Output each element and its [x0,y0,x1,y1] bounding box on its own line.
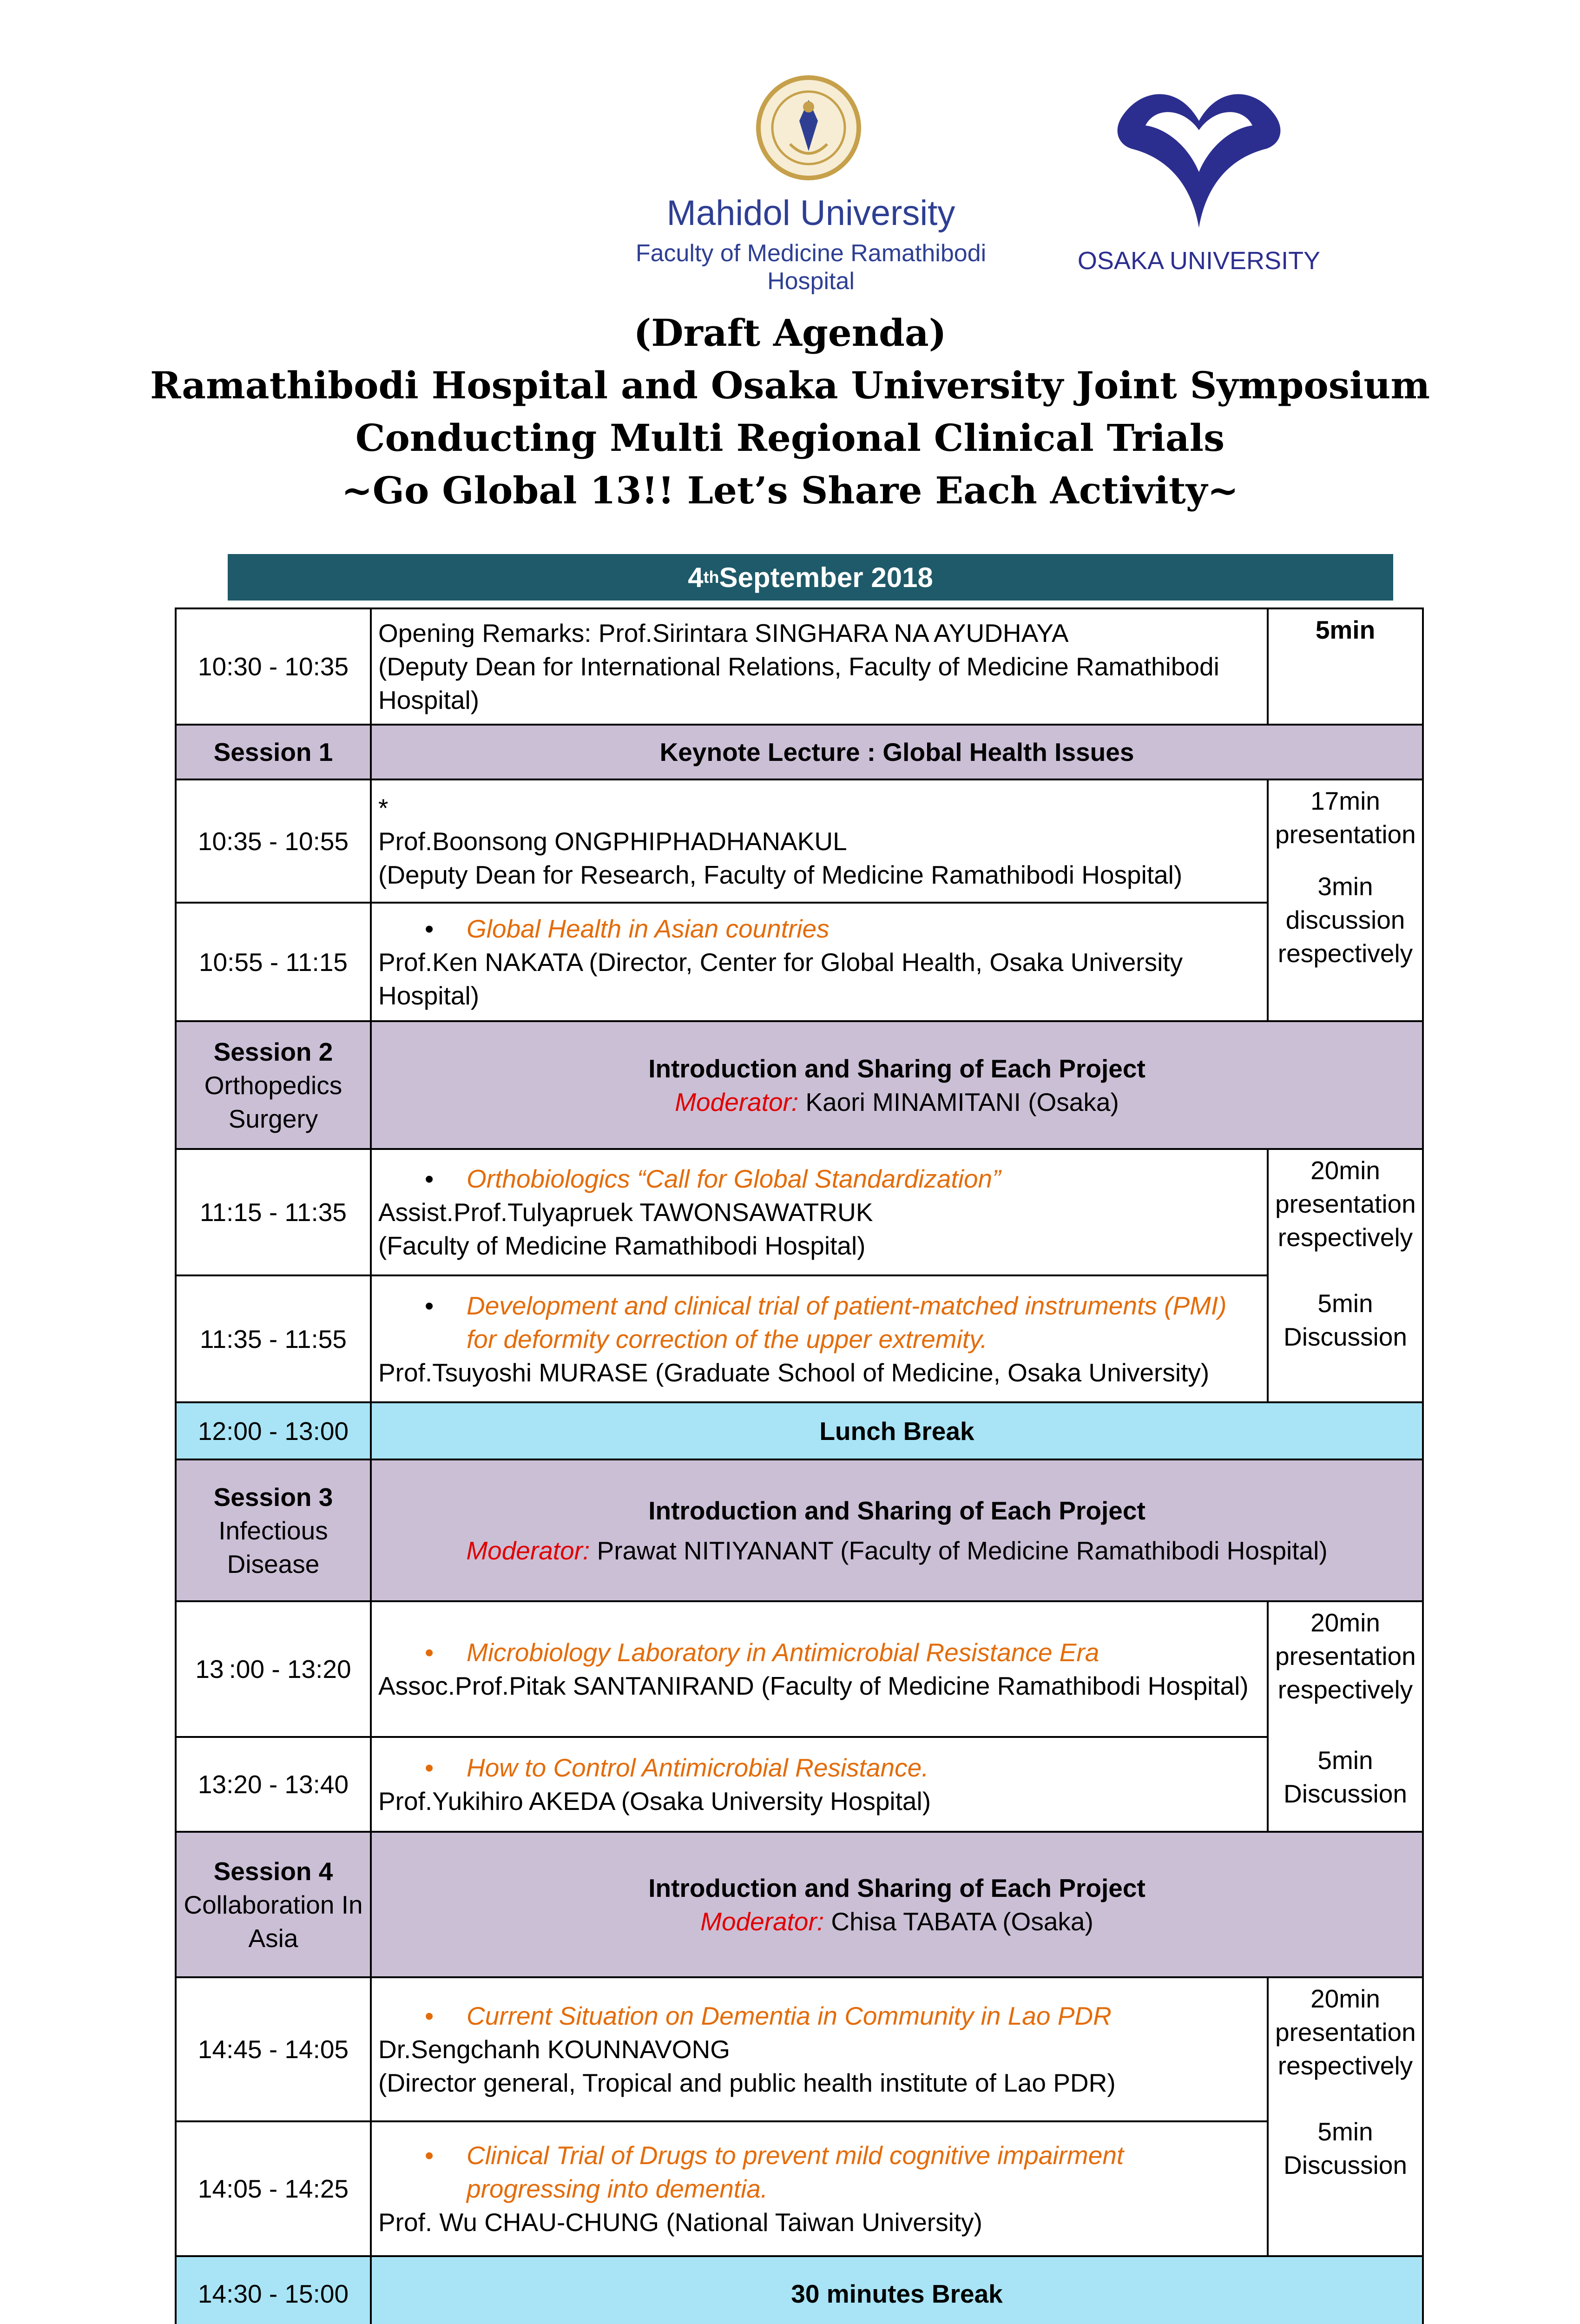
date-bar [228,554,1393,601]
title-symposium: Ramathibodi Hospital and Osaka University Joint Symposium [150,363,1430,407]
speaker-affiliation: (Faculty of Medicine Ramathibodi Hospital) [378,1231,866,1260]
speaker-name: Assoc.Prof.Pitak SANTANIRAND (Faculty of Medicine Ramathibodi Hospital) [378,1671,1249,1700]
talk-cell [371,1977,1268,2121]
time-cell: 10:35 - 10:55 [176,779,371,903]
duration-cell [1268,1149,1423,1402]
header-logos [0,0,1580,302]
moderator-label: Moderator: [466,1536,590,1565]
table-row [176,1601,1423,1737]
talk-topic: • Microbiology Laboratory in Antimicrobial Resistance Era [425,1638,1099,1667]
mahidol-name: Mahidol University [666,193,955,233]
table-row [176,903,1423,1021]
talk-topic: • Development and clinical trial of patient-matched instruments (PMI) for deformity correction of the upper extremity. [425,1291,1227,1353]
talk-topic: • Current Situation on Dementia in Community in Lao PDR [425,2001,1112,2030]
osaka-logo [1069,79,1329,288]
session4-label: Session 4 [213,1856,333,1886]
lunch-label: Lunch Break [371,1402,1423,1459]
duration-presentation: 20min presentation respectively [1275,1608,1416,1704]
table-row [176,1737,1423,1832]
duration-presentation: 17min presentation [1275,786,1416,849]
duration-cell [1268,779,1423,1021]
moderator-name: Kaori MINAMITANI (Osaka) [798,1087,1119,1116]
session3-label: Session 3 [213,1482,333,1512]
speaker-name: Assist.Prof.Tulyapruek TAWONSAWATRUK [378,1198,873,1227]
talk-cell [371,2121,1268,2256]
speaker-name: Prof. Wu CHAU-CHUNG (National Taiwan University) [378,2208,982,2237]
duration-cell: 5min [1268,608,1423,725]
agenda-titles [0,307,1580,517]
table-row [176,1977,1423,2121]
speaker-name: Prof.Yukihiro AKEDA (Osaka University Hospital) [378,1787,931,1816]
table-row-session-header [176,1832,1423,1977]
session2-title: Introduction and Sharing of Each Project [648,1054,1146,1083]
mahidol-subtitle: Faculty of Medicine Ramathibodi Hospital [635,240,987,295]
talk-cell [371,1149,1268,1275]
table-row [176,1149,1423,1275]
osaka-name: OSAKA UNIVERSITY [1077,247,1321,275]
session2-label: Session 2 [213,1037,333,1066]
title-theme: Conducting Multi Regional Clinical Trials [355,416,1225,460]
table-row [176,2121,1423,2256]
speaker-affiliation: (Director general, Tropical and public health institute of Lao PDR) [378,2068,1116,2097]
speaker-affiliation: (Deputy Dean for Research, Faculty of Medicine Ramathibodi Hospital) [378,860,1183,889]
talk-topic: • How to Control Antimicrobial Resistance. [425,1753,929,1782]
session2-label-cell [176,1021,371,1149]
session3-title: Introduction and Sharing of Each Project [648,1496,1146,1525]
session3-sub: Infectious Disease [218,1516,328,1578]
session3-title-cell [371,1459,1423,1601]
session1-title: Keynote Lecture : Global Health Issues [371,725,1423,779]
session4-label-cell [176,1832,371,1977]
session4-sub: Collaboration In Asia [184,1890,363,1953]
speaker-name: Dr.Sengchanh KOUNNAVONG [378,2035,731,2064]
time-cell: 13 :00 - 13:20 [176,1601,371,1737]
opening-title: Opening Remarks: Prof.Sirintara SINGHARA NA AYUDHAYA [378,619,1069,647]
talk-cell [371,779,1268,903]
table-row-opening [176,608,1423,725]
session2-sub: Orthopedics Surgery [204,1070,342,1133]
osaka-ginkgo-icon [1113,79,1285,232]
moderator-label: Moderator: [675,1087,799,1116]
mahidol-seal-icon [755,74,862,181]
table-row-break [176,2256,1423,2324]
moderator-name: Chisa TABATA (Osaka) [824,1907,1093,1936]
session2-title-cell [371,1021,1423,1149]
talk-topic: • Global Health in Asian countries [425,914,830,943]
time-cell: 11:35 - 11:55 [176,1275,371,1402]
date-day: 4 [688,561,704,593]
session3-label-cell [176,1459,371,1601]
table-row-session-header [176,1021,1423,1149]
table-row [176,779,1423,903]
time-cell: 12:00 - 13:00 [176,1402,371,1459]
talk-cell [371,903,1268,1021]
duration-discussion: 5min Discussion [1284,1289,1407,1351]
time-cell: 11:15 - 11:35 [176,1149,371,1275]
duration-discussion: 5min Discussion [1284,2117,1407,2179]
duration-discussion: 3min discussion respectively [1277,872,1413,968]
talk-cell [371,1737,1268,1832]
duration-cell [1268,1977,1423,2256]
date-rest: September 2018 [719,561,933,593]
table-row [176,1275,1423,1402]
title-slogan: ~Go Global 13!! Let’s Share Each Activity~ [341,469,1239,512]
title-draft: (Draft Agenda) [633,311,947,355]
time-cell: 10:55 - 11:15 [176,903,371,1021]
session4-title: Introduction and Sharing of Each Project [648,1873,1146,1902]
time-cell: 13:20 - 13:40 [176,1737,371,1832]
session1-label: Session 1 [176,725,371,779]
duration-presentation: 20min presentation respectively [1275,1984,1416,2080]
time-cell: 14:05 - 14:25 [176,2121,371,2256]
speaker-name: Prof.Boonsong ONGPHIPHADHANAKUL [378,826,847,856]
speaker-name: Prof.Tsuyoshi MURASE (Graduate School of Medicine, Osaka University) [378,1358,1210,1387]
talk-topic: • Clinical Trial of Drugs to prevent mild cognitive impairment progressing into dementia. [425,2141,1124,2203]
agenda-table [175,607,1424,2324]
table-row-session-header [176,725,1423,779]
duration-discussion: 5min Discussion [1284,1746,1407,1808]
table-row-break [176,1402,1423,1459]
time-cell: 14:30 - 15:00 [176,2256,371,2324]
session4-title-cell [371,1832,1423,1977]
talk-cell [371,1601,1268,1737]
duration-cell [1268,1601,1423,1832]
duration-presentation: 20min presentation respectively [1275,1156,1416,1252]
speaker-name: Prof.Ken NAKATA (Director, Center for Global Health, Osaka University Hospital) [378,947,1183,1010]
time-cell: 14:45 - 14:05 [176,1977,371,2121]
agenda-table-wrapper [175,607,1422,2324]
star-mark: * [378,793,388,822]
table-row-session-header [176,1459,1423,1601]
talk-cell [371,1275,1268,1402]
opening-affiliation: (Deputy Dean for International Relations, Faculty of Medicine Ramathibodi Hospital) [378,652,1219,714]
break-label: 30 minutes Break [371,2256,1423,2324]
mahidol-logo [590,70,1032,295]
moderator-name: Prawat NITIYANANT (Faculty of Medicine Ramathibodi Hospital) [590,1536,1328,1565]
moderator-label: Moderator: [700,1907,824,1936]
opening-cell [371,608,1268,725]
talk-topic: • Orthobiologics “Call for Global Standardization” [425,1164,1001,1193]
time-cell: 10:30 - 10:35 [176,608,371,725]
date-suffix: th [703,568,719,587]
